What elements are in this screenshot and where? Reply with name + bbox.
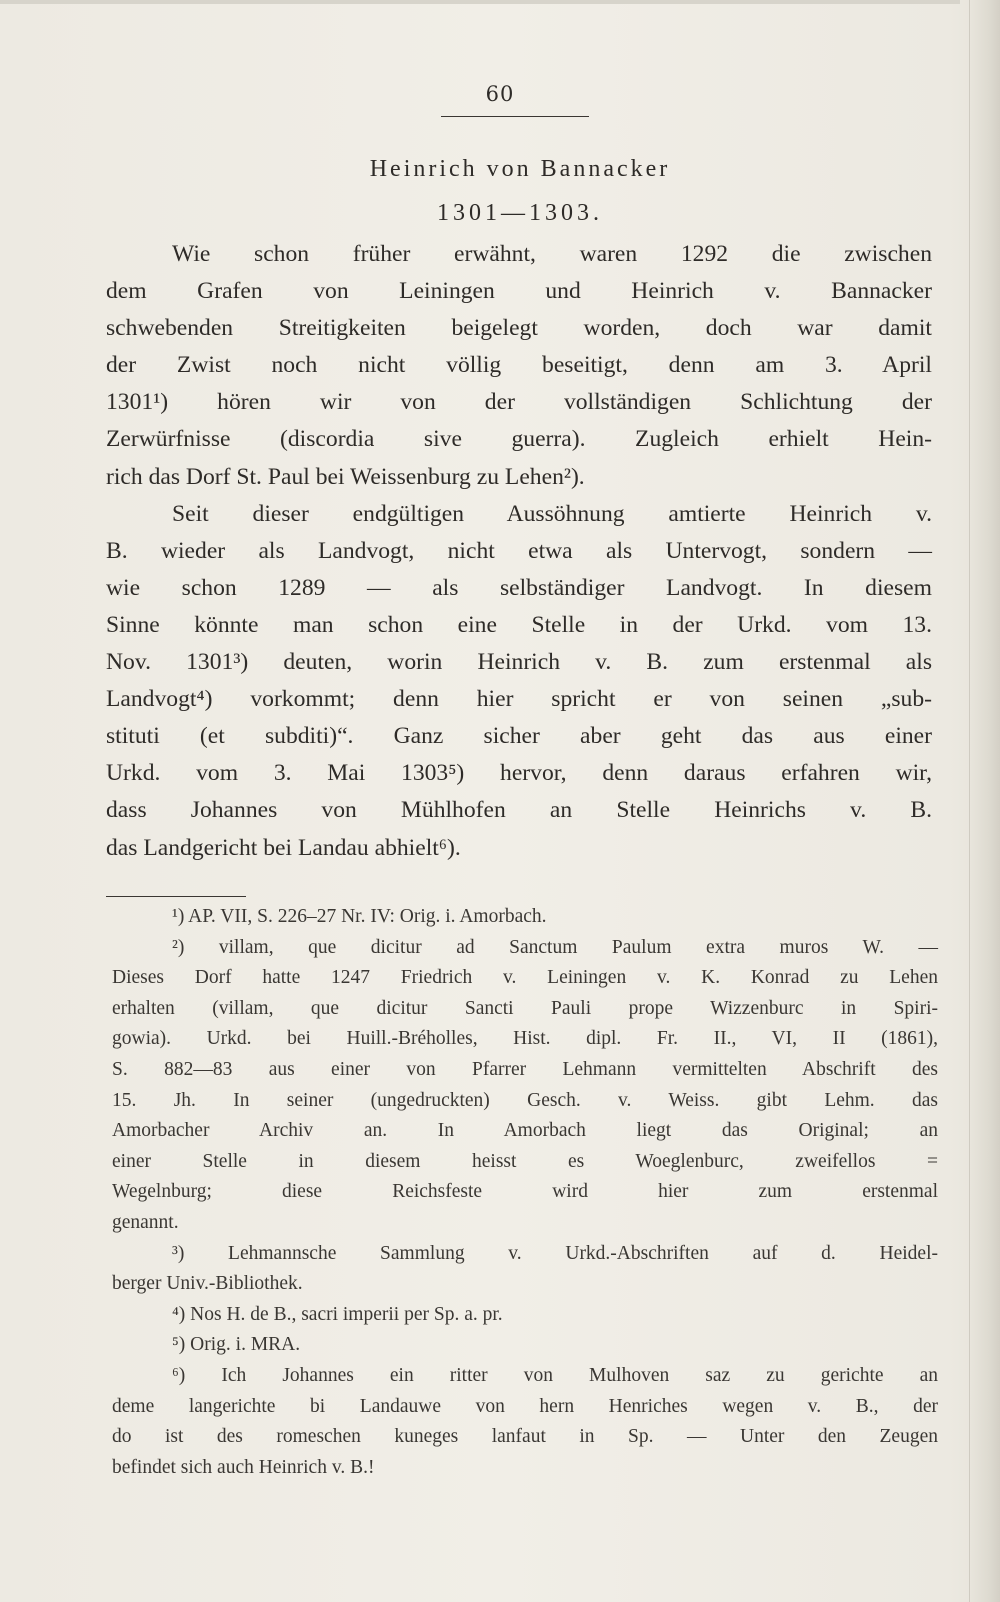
footnote-line: do ist des romeschen kuneges lanfaut in Sp. — Unter den Zeugen bbox=[112, 1426, 938, 1448]
footnote-line: deme langerichte bi Landauwe von hern Henriches wegen v. B., der bbox=[112, 1395, 938, 1417]
body-line: Zerwürfnisse (discordia sive guerra). Zugleich erhielt Hein- bbox=[106, 426, 932, 453]
body-line: Seit dieser endgültigen Aussöhnung amtierte Heinrich v. bbox=[172, 500, 932, 527]
page-edge bbox=[969, 0, 1000, 1602]
body-line: rich das Dorf St. Paul bei Weissenburg zu Lehen²). bbox=[106, 463, 585, 490]
body-line: Nov. 1301³) deuten, worin Heinrich v. B. zum erstenmal als bbox=[106, 649, 932, 676]
chapter-title: Heinrich von Bannacker bbox=[369, 156, 671, 182]
footnote-line: erhalten (villam, que dicitur Sancti Pauli prope Wizzenburc in Spiri- bbox=[112, 997, 938, 1019]
footnote-line: S. 882—83 aus einer von Pfarrer Lehmann vermittelten Abschrift des bbox=[112, 1058, 938, 1080]
body-line: Landvogt⁴) vorkommt; denn hier spricht er von seinen „sub- bbox=[106, 686, 932, 713]
footnote-line: 15. Jh. In seiner (ungedruckten) Gesch. v. Weiss. gibt Lehm. das bbox=[112, 1089, 938, 1111]
footnote-line: ⁶) Ich Johannes ein ritter von Mulhoven saz zu gerichte an bbox=[172, 1364, 938, 1386]
top-rule bbox=[0, 0, 960, 4]
page-number-rule bbox=[441, 116, 589, 117]
body-line: Sinne könnte man schon eine Stelle in der Urkd. vom 13. bbox=[106, 611, 932, 638]
body-line: Urkd. vom 3. Mai 1303⁵) hervor, denn daraus erfahren wir, bbox=[106, 760, 932, 787]
body-line: wie schon 1289 — als selbständiger Landvogt. In diesem bbox=[106, 574, 932, 601]
footnote-line: ⁵) Orig. i. MRA. bbox=[172, 1334, 301, 1356]
body-line: 1301¹) hören wir von der vollständigen Schlichtung der bbox=[106, 389, 932, 416]
page-number: 60 bbox=[485, 82, 515, 106]
footnote-line: ¹) AP. VII, S. 226–27 Nr. IV: Orig. i. Amorbach. bbox=[172, 906, 547, 927]
footnote-line: berger Univ.-Bibliothek. bbox=[112, 1273, 303, 1295]
body-line: schwebenden Streitigkeiten beigelegt worden, doch war damit bbox=[106, 315, 932, 342]
body-line: B. wieder als Landvogt, nicht etwa als Untervogt, sondern — bbox=[106, 537, 932, 564]
footnotes bbox=[112, 902, 938, 1483]
footnote-line: befindet sich auch Heinrich v. B.! bbox=[112, 1456, 375, 1478]
body-line: stituti (et subditi)“. Ganz sicher aber geht das aus einer bbox=[106, 723, 932, 750]
footnote-line: Amorbacher Archiv an. In Amorbach liegt das Original; an bbox=[112, 1120, 938, 1142]
footnote-line: ⁴) Nos H. de B., sacri imperii per Sp. a. pr. bbox=[172, 1303, 503, 1325]
footnote-line: Wegelnburg; diese Reichsfeste wird hier zum erstenmal bbox=[112, 1181, 938, 1203]
body-line: Wie schon früher erwähnt, waren 1292 die zwischen bbox=[172, 241, 932, 267]
footnote-line: Dieses Dorf hatte 1247 Friedrich v. Leiningen v. K. Konrad zu Lehen bbox=[112, 967, 938, 989]
chapter-years: 1301—1303. bbox=[437, 200, 603, 226]
footnote-line: einer Stelle in diesem heisst es Woeglenburc, zweifellos = bbox=[112, 1150, 938, 1172]
footnote-line: gowia). Urkd. bei Huill.-Bréholles, Hist. dipl. Fr. II., VI, II (1861), bbox=[112, 1028, 938, 1050]
body-line: dem Grafen von Leiningen und Heinrich v. Bannacker bbox=[106, 278, 932, 305]
body-line: dass Johannes von Mühlhofen an Stelle Heinrichs v. B. bbox=[106, 797, 932, 824]
footnote-line: genannt. bbox=[112, 1211, 179, 1233]
footnote-line: ²) villam, que dicitur ad Sanctum Paulum extra muros W. — bbox=[172, 936, 938, 958]
body-line: das Landgericht bei Landau abhielt⁶). bbox=[106, 834, 461, 861]
footnote-rule bbox=[106, 896, 246, 897]
footnote-line: ³) Lehmannsche Sammlung v. Urkd.-Abschriften auf d. Heidel- bbox=[172, 1242, 938, 1264]
body-text bbox=[106, 236, 932, 867]
body-line: der Zwist noch nicht völlig beseitigt, denn am 3. April bbox=[106, 352, 932, 379]
